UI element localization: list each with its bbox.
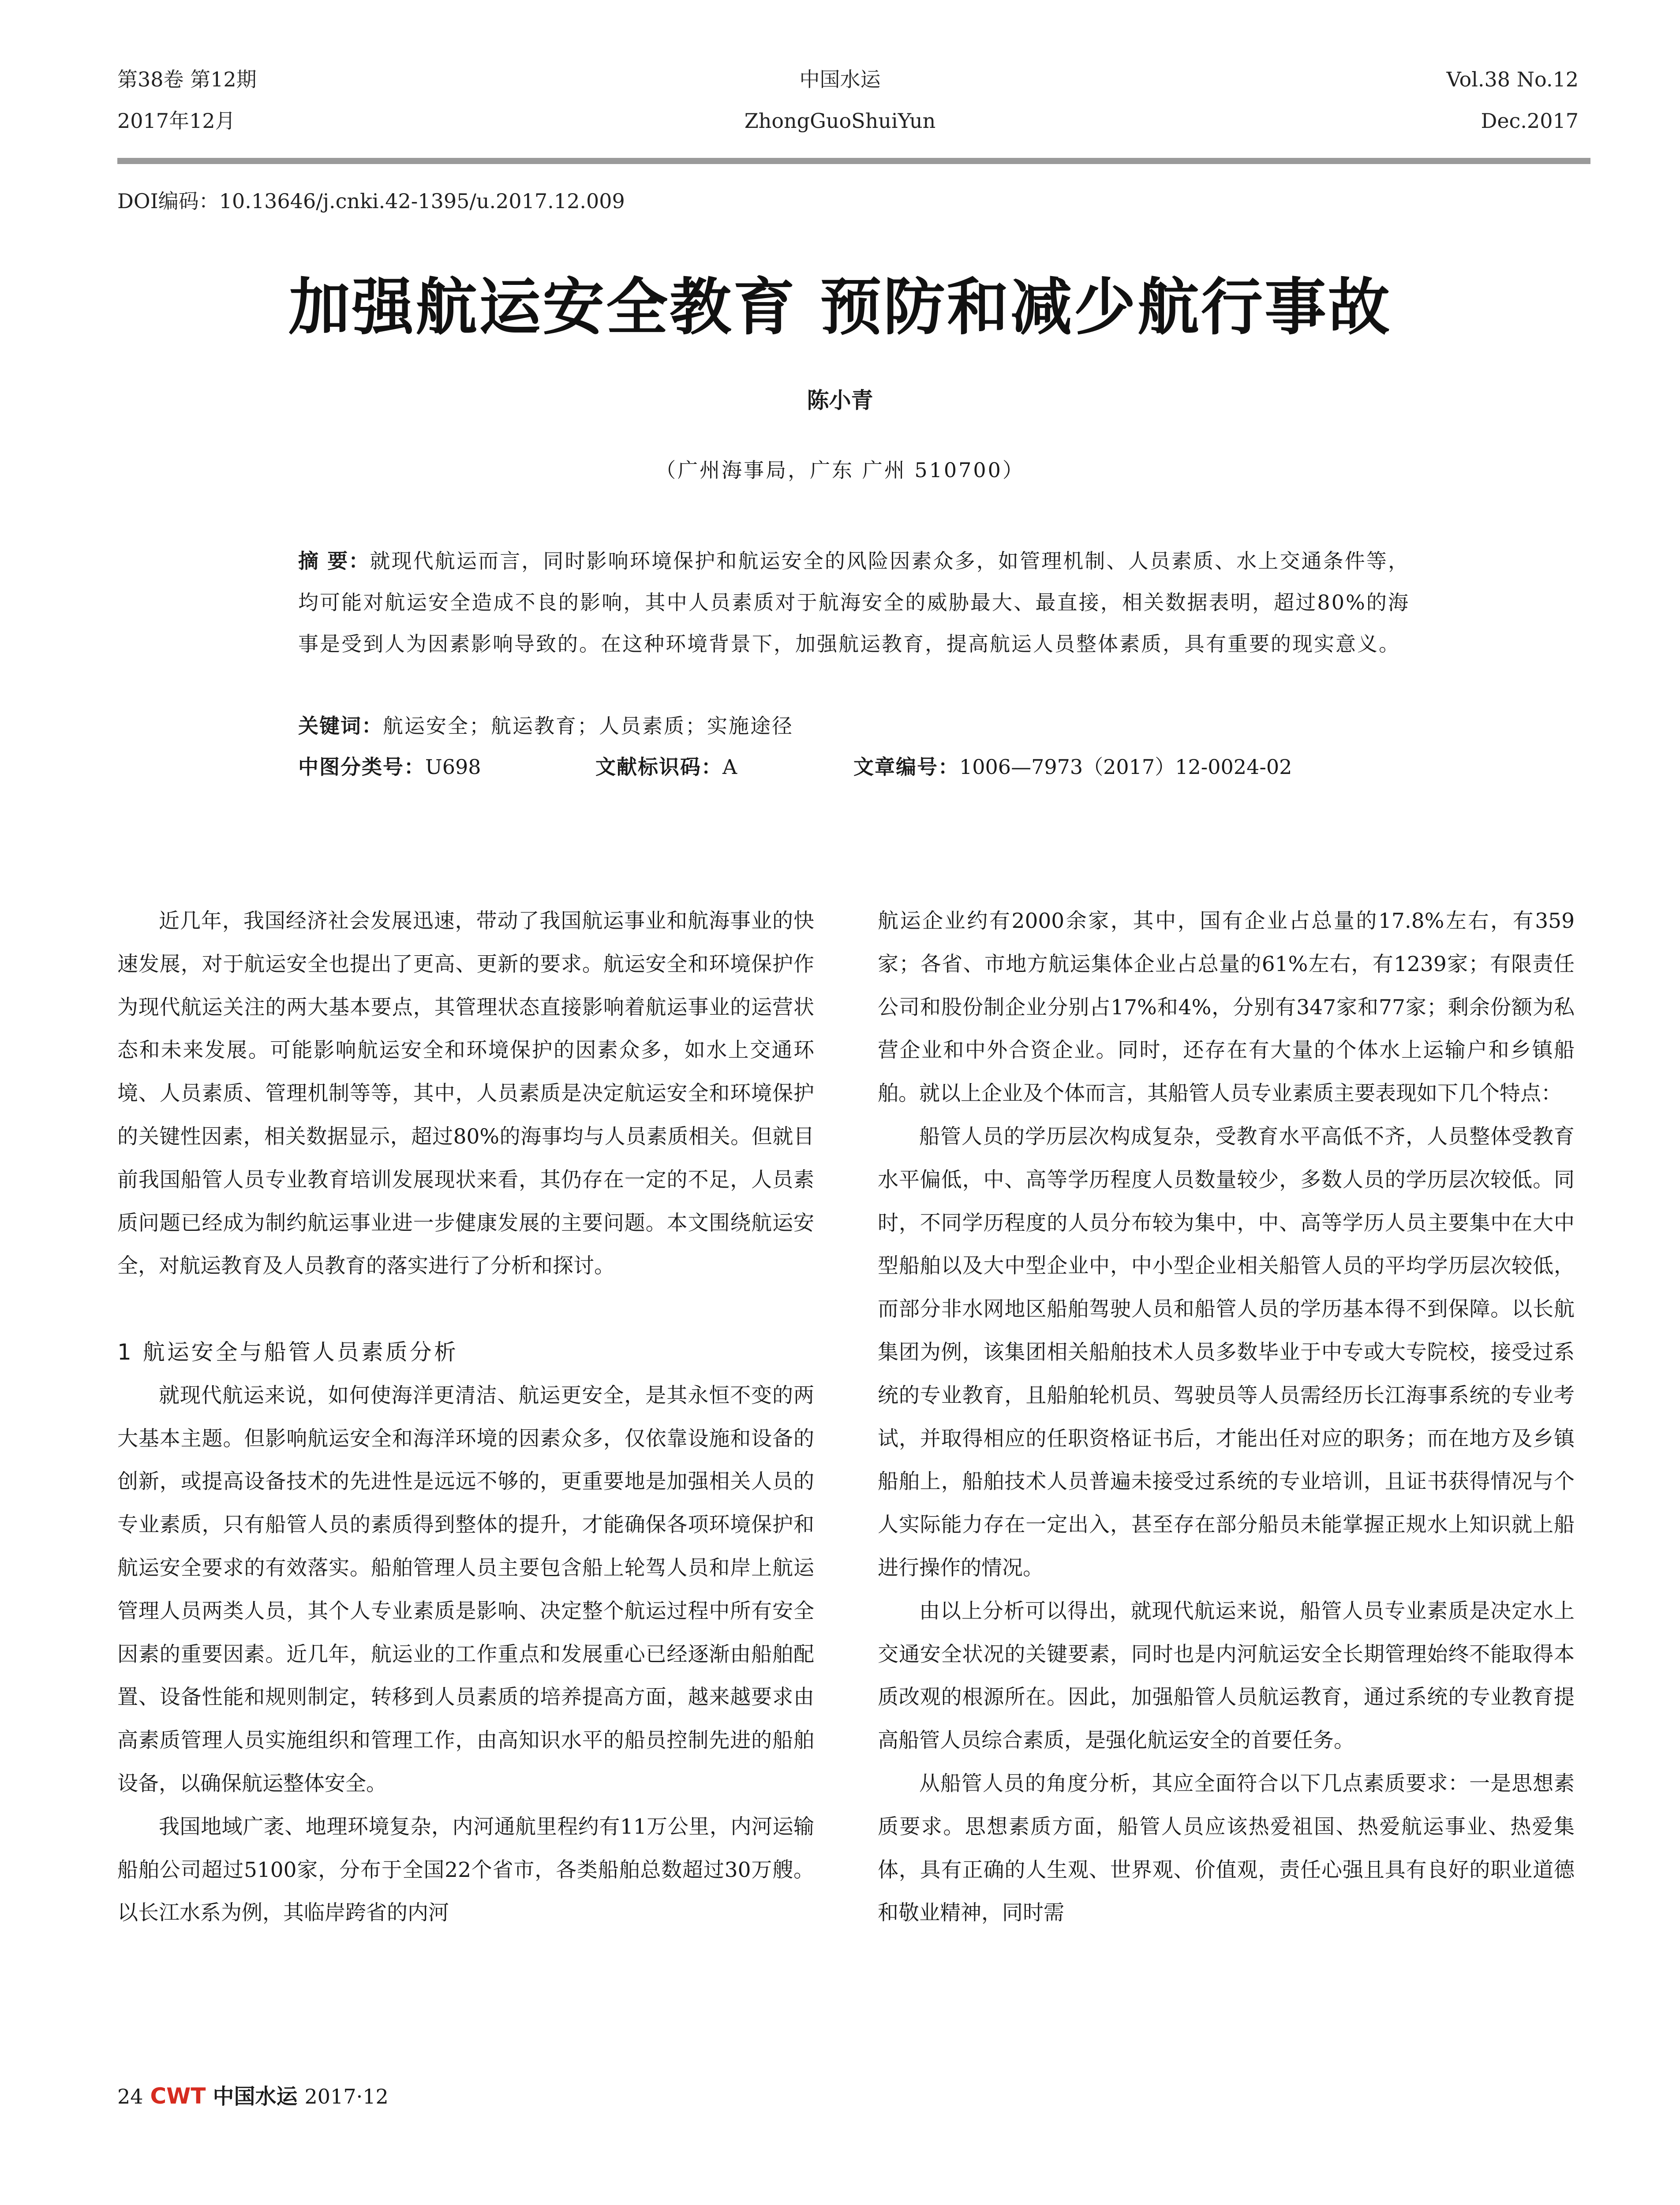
doc-code-label: 文献标识码： (595, 755, 722, 779)
footer-issue: 2017·12 (304, 2085, 389, 2108)
abstract-text: 就现代航运而言，同时影响环境保护和航运安全的风险因素众多，如管理机制、人员素质、水上交通条件等，均可能对航运安全造成不良的影响，其中人员素质对于航海安全的威胁最大、最直接，相关数据表明，超过80%的海事是受到人为因素影响导致的。在这种环境背景下，加强航运教育，提高航运人员整体素质，具有重要的现实意义。 (298, 549, 1410, 656)
affiliation: （广州海事局，广东 广州 510700） (655, 458, 1025, 482)
paragraph: 从船管人员的角度分析，其应全面符合以下几点素质要求：一是思想素质要求。思想素质方面，船管人员应该热爱祖国、热爱航运事业、热爱集体，具有正确的人生观、世界观、价值观，责任心强且具有良好的职业道德和敬业精神，同时需 (878, 1771, 1575, 1925)
article-number (853, 751, 1292, 780)
header-journal-cn: 中国水运 (799, 67, 881, 91)
keywords-label: 关键词： (298, 714, 383, 738)
header-rule (117, 158, 1590, 164)
clc-number (298, 751, 481, 780)
header-date-en: Dec.2017 (1481, 109, 1579, 133)
paragraph: 由以上分析可以得出，就现代航运来说，船管人员专业素质是决定水上交通安全状况的关键要素，同时也是内河航运安全长期管理始终不能取得本质改观的根源所在。因此，加强船管人员航运教育，通过系统的专业教育提高船管人员综合素质，是强化航运安全的首要任务。 (878, 1599, 1575, 1753)
section-spacer (117, 1288, 814, 1331)
clc-value: U698 (425, 755, 481, 779)
header-date-cn: 2017年12月 (117, 109, 236, 133)
paragraph: 我国地域广袤、地理环境复杂，内河通航里程约有11万公里，内河运输船舶公司超过5100家，分布于全国22个省市，各类船舶总数超过30万艘。以长江水系为例，其临岸跨省的内河 (117, 1814, 814, 1925)
article-title: 加强航运安全教育 预防和减少航行事故 (288, 272, 1392, 344)
paragraph: 船管人员的学历层次构成复杂，受教育水平高低不齐，人员整体受教育水平偏低，中、高等学历程度人员数量较少，多数人员的学历层次较低。同时，不同学历程度的人员分布较为集中，中、高等学历人员主要集中在大中型船舶以及大中型企业中，中小型企业相关船管人员的平均学历层次较低，而部分非水网地区船舶驾驶人员和船管人员的学历基本得不到保障。以长航集团为例，该集团相关船舶技术人员多数毕业于中专或大专院校，接受过系统的专业教育，且船舶轮机员、驾驶员等人员需经历长江海事系统的专业考试，并取得相应的任职资格证书后，才能出任对应的职务；而在地方及乡镇船舶上，船舶技术人员普遍未接受过系统的专业培训，且证书获得情况与个人实际能力存在一定出入，甚至存在部分船员未能掌握正规水上知识就上船进行操作的情况。 (878, 1124, 1575, 1580)
paragraph-continued: 航运企业约有2000余家，其中，国有企业占总量的17.8%左右，有359家；各省、市地方航运集体企业占总量的61%左右，有1239家；有限责任公司和股份制企业分别占17%和4%，分别有347家和77家；剩余份额为私营企业和中外合资企业。同时，还存在有大量的个体水上运输户和乡镇船舶。就以上企业及个体而言，其船管人员专业素质主要表现如下几个特点： (878, 909, 1575, 1106)
header-volume-en: Vol.38 No.12 (1446, 67, 1579, 91)
article-number-value: 1006—7973（2017）12-0024-02 (959, 755, 1292, 779)
clc-label: 中图分类号： (298, 755, 425, 779)
document-code (595, 751, 737, 780)
doc-code-value: A (722, 755, 737, 779)
keywords-text: 航运安全；航运教育；人员素质；实施途径 (383, 714, 793, 738)
doi: DOI编码：10.13646/j.cnki.42-1395/u.2017.12.009 (117, 189, 625, 213)
paragraph: 近几年，我国经济社会发展迅速，带动了我国航运事业和航海事业的快速发展，对于航运安全也提出了更高、更新的要求。航运安全和环境保护作为现代航运关注的两大基本要点，其管理状态直接影响着航运事业的运营状态和未来发展。可能影响航运安全和环境保护的因素众多，如水上交通环境、人员素质、管理机制等等，其中，人员素质是决定航运安全和环境保护的关键性因素，相关数据显示，超过80%的海事均与人员素质相关。但就目前我国船管人员专业教育培训发展现状来看，其仍存在一定的不足，人员素质问题已经成为制约航运事业进一步健康发展的主要问题。本文围绕航运安全，对航运教育及人员教育的落实进行了分析和探讨。 (117, 909, 814, 1278)
body-column-left (117, 900, 814, 1935)
header-volume-issue: 第38卷 第12期 (117, 67, 257, 91)
footer-journal-name: 中国水运 (213, 2084, 298, 2109)
journal-logo: CWT (150, 2083, 206, 2109)
article-number-label: 文章编号： (853, 755, 959, 779)
header-journal-pinyin: ZhongGuoShuiYun (744, 109, 936, 133)
paragraph: 就现代航运来说，如何使海洋更清洁、航运更安全，是其永恒不变的两大基本主题。但影响航运安全和海洋环境的因素众多，仅依靠设施和设备的创新，或提高设备技术的先进性是远远不够的，更重要地是加强相关人员的专业素质，只有船管人员的素质得到整体的提升，才能确保各项环境保护和航运安全要求的有效落实。船舶管理人员主要包含船上轮驾人员和岸上航运管理人员两类人员，其个人专业素质是影响、决定整个航运过程中所有安全因素的重要因素。近几年，航运业的工作重点和发展重心已经逐渐由船舶配置、设备性能和规则制定，转移到人员素质的培养提高方面，越来越要求由高素质管理人员实施组织和管理工作，由高知识水平的船员控制先进的船舶设备，以确保航运整体安全。 (117, 1383, 814, 1796)
page-footer (117, 2079, 389, 2110)
author: 陈小青 (807, 388, 873, 413)
abstract-label: 摘 要： (298, 549, 370, 573)
keywords (298, 710, 793, 739)
page-number: 24 (117, 2085, 143, 2108)
body-column-right (878, 900, 1575, 1935)
section-heading-1: 1 航运安全与船管人员素质分析 (117, 1339, 458, 1365)
abstract (298, 540, 1410, 665)
